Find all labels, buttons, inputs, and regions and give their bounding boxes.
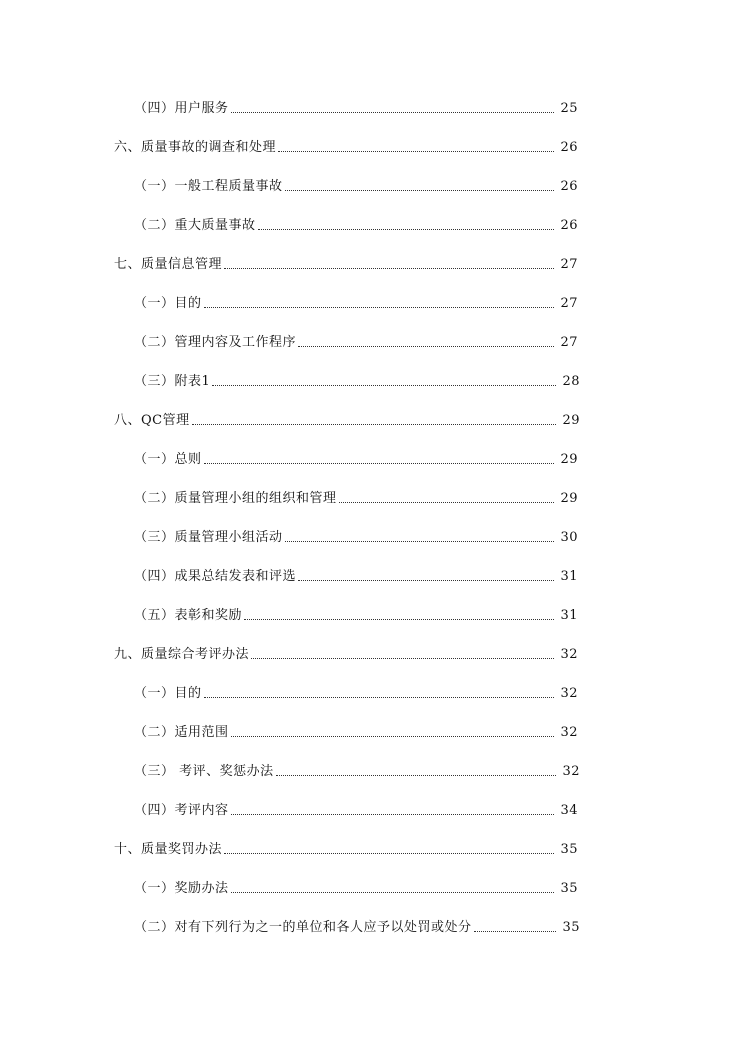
- dot-leader: [192, 424, 557, 425]
- toc-page-number: 32: [560, 725, 578, 740]
- dot-leader: [231, 736, 555, 737]
- toc-page-number: 32: [560, 686, 578, 701]
- toc-page-number: 31: [560, 608, 578, 623]
- toc-page-number: 27: [560, 257, 578, 272]
- dot-leader: [212, 385, 556, 386]
- dot-leader: [285, 541, 555, 542]
- toc-entry-label: （四）考评内容: [134, 803, 229, 818]
- toc-entry-label: 六、质量事故的调查和处理: [114, 140, 277, 155]
- toc-entry-label: （二）质量管理小组的组织和管理: [134, 491, 337, 506]
- toc-entry-label: （二）适用范围: [134, 725, 229, 740]
- dot-leader: [258, 229, 555, 230]
- toc-entry-label: （二）重大质量事故: [134, 218, 256, 233]
- toc-entry[interactable]: [134, 568, 578, 586]
- toc-entry[interactable]: [134, 529, 578, 547]
- toc-page-number: 26: [560, 179, 578, 194]
- toc-entry[interactable]: [134, 334, 578, 352]
- toc-entry[interactable]: [134, 490, 578, 508]
- toc-entry[interactable]: [134, 178, 578, 196]
- toc-page-number: 35: [560, 842, 578, 857]
- toc-page-number: 28: [562, 374, 580, 389]
- dot-leader: [231, 112, 555, 113]
- toc-entry[interactable]: [134, 373, 580, 391]
- toc-entry-label: （一）目的: [134, 296, 202, 311]
- toc-entry-label: （四）成果总结发表和评选: [134, 569, 297, 584]
- toc-entry-label: （一）一般工程质量事故: [134, 179, 283, 194]
- toc-page-number: 35: [560, 881, 578, 896]
- toc-entry-label: （一）总则: [134, 452, 202, 467]
- toc-entry-label: 十、质量奖罚办法: [114, 842, 223, 857]
- toc-entry[interactable]: [134, 607, 578, 625]
- toc-entry[interactable]: [134, 802, 578, 820]
- toc-entry[interactable]: [134, 217, 578, 235]
- dot-leader: [339, 502, 555, 503]
- dot-leader: [251, 658, 554, 659]
- toc-page-number: 29: [562, 413, 580, 428]
- toc-page-number: 26: [560, 218, 578, 233]
- toc-page-number: 25: [560, 101, 578, 116]
- dot-leader: [474, 931, 557, 932]
- toc-entry-label: 九、质量综合考评办法: [114, 647, 250, 662]
- toc-page-number: 32: [562, 764, 580, 779]
- toc-entry-label: （二）管理内容及工作程序: [134, 335, 297, 350]
- dot-leader: [231, 814, 555, 815]
- dot-leader: [224, 268, 554, 269]
- dot-leader: [204, 463, 555, 464]
- toc-entry[interactable]: [114, 646, 578, 664]
- toc-page-number: 35: [562, 920, 580, 935]
- toc-entry[interactable]: [114, 841, 578, 859]
- toc-entry[interactable]: [134, 451, 578, 469]
- dot-leader: [298, 580, 554, 581]
- dot-leader: [276, 775, 557, 776]
- toc-entry[interactable]: [134, 685, 578, 703]
- toc-entry[interactable]: [134, 763, 580, 781]
- toc-entry[interactable]: [134, 724, 578, 742]
- toc-entry-label: （三）质量管理小组活动: [134, 530, 283, 545]
- toc-entry-label: （三）附表1: [134, 374, 211, 389]
- dot-leader: [285, 190, 555, 191]
- toc-page-number: 27: [560, 296, 578, 311]
- toc-entry-label: （四）用户服务: [134, 101, 229, 116]
- toc-entry[interactable]: [134, 880, 578, 898]
- toc-entry[interactable]: [114, 139, 578, 157]
- toc-entry[interactable]: [114, 256, 578, 274]
- dot-leader: [298, 346, 554, 347]
- toc-page-number: 32: [560, 647, 578, 662]
- toc-entry[interactable]: [134, 295, 578, 313]
- toc-page-number: 27: [560, 335, 578, 350]
- toc-page-number: 31: [560, 569, 578, 584]
- toc-entry-label: （二）对有下列行为之一的单位和各人应予以处罚或处分: [134, 920, 472, 935]
- toc-entry-label: 八、QC管理: [114, 413, 190, 428]
- toc-page-number: 29: [560, 491, 578, 506]
- toc-entry[interactable]: [134, 919, 580, 937]
- dot-leader: [231, 892, 555, 893]
- toc-page-number: 26: [560, 140, 578, 155]
- toc-entry[interactable]: [114, 412, 580, 430]
- toc-entry-label: （一）奖励办法: [134, 881, 229, 896]
- dot-leader: [224, 853, 554, 854]
- dot-leader: [204, 697, 555, 698]
- toc-entry-label: 七、质量信息管理: [114, 257, 223, 272]
- dot-leader: [204, 307, 555, 308]
- toc-entry-label: （五）表彰和奖励: [134, 608, 243, 623]
- toc-entry-label: （一）目的: [134, 686, 202, 701]
- toc-entry[interactable]: [134, 100, 578, 118]
- toc-page-number: 29: [560, 452, 578, 467]
- toc-page-number: 30: [560, 530, 578, 545]
- dot-leader: [278, 151, 554, 152]
- dot-leader: [244, 619, 554, 620]
- toc-page-number: 34: [560, 803, 578, 818]
- toc-entry-label: （三） 考评、奖惩办法: [134, 764, 274, 779]
